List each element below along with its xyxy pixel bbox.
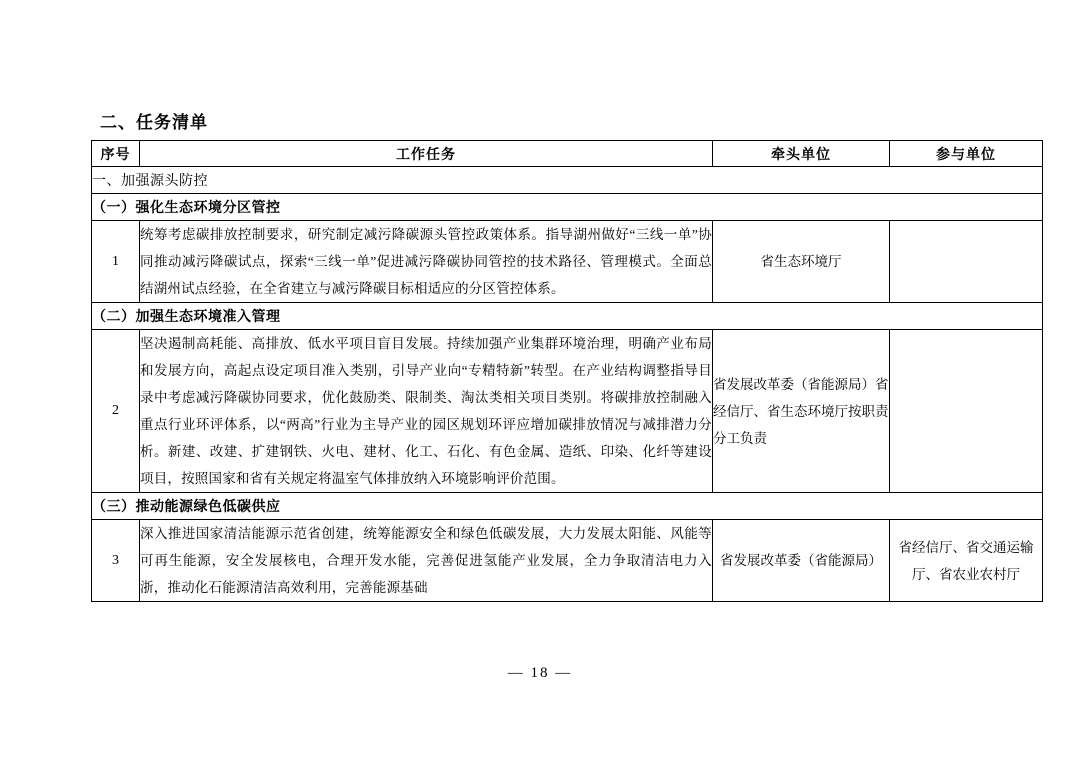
subgroup-label: （二）加强生态环境准入管理 [92, 303, 1043, 330]
subgroup-label: （一）强化生态环境分区管控 [92, 194, 1043, 221]
participating-unit: 省经信厅、省交通运输厅、省农业农村厅 [890, 520, 1043, 602]
table-row [92, 520, 1043, 602]
lead-unit: 省生态环境厅 [713, 221, 890, 303]
row-number: 3 [92, 520, 140, 602]
column-header-lead: 牵头单位 [713, 141, 890, 167]
page-title: 二、任务清单 [100, 113, 208, 132]
column-header-participate: 参与单位 [890, 141, 1043, 167]
column-header-task: 工作任务 [140, 141, 713, 167]
group-label: 一、加强源头防控 [92, 167, 1043, 194]
row-number: 1 [92, 221, 140, 303]
table-row [92, 221, 1043, 303]
task-description: 深入推进国家清洁能源示范省创建，统筹能源安全和绿色低碳发展，大力发展太阳能、风能等可再生能源，安全发展核电，合理开发水能，完善促进氢能产业发展，全力争取清洁电力入浙，推动化石能源清洁高效利用，完善能源基础 [140, 520, 713, 602]
table-row [92, 493, 1043, 520]
task-description: 统筹考虑碳排放控制要求，研究制定减污降碳源头管控政策体系。指导湖州做好“三线一单”协同推动减污降碳试点，探索“三线一单”促进减污降碳协同管控的技术路径、管理模式。全面总结湖州试点经验，在全省建立与减污降碳目标相适应的分区管控体系。 [140, 221, 713, 303]
table-row [92, 303, 1043, 330]
task-description: 坚决遏制高耗能、高排放、低水平项目盲目发展。持续加强产业集群环境治理，明确产业布局和发展方向，高起点设定项目准入类别，引导产业向“专精特新”转型。在产业结构调整指导目录中考虑减污降碳协同要求，优化鼓励类、限制类、淘汰类相关项目类别。将碳排放控制融入重点行业环评体系，以“两高”行业为主导产业的园区规划环评应增加碳排放情况与减排潜力分析。新建、改建、扩建钢铁、火电、建材、化工、石化、有色金属、造纸、印染、化纤等建设项目，按照国家和省有关规定将温室气体排放纳入环境影响评价范围。 [140, 330, 713, 493]
table-row [92, 194, 1043, 221]
page-number: — 18 — [507, 665, 573, 681]
table-row [92, 330, 1043, 493]
subgroup-label: （三）推动能源绿色低碳供应 [92, 493, 1043, 520]
table-header-row [92, 141, 1043, 167]
lead-unit: 省发展改革委（省能源局） [713, 520, 890, 602]
participating-unit [890, 330, 1043, 493]
row-number: 2 [92, 330, 140, 493]
lead-unit: 省发展改革委（省能源局）省经信厅、省生态环境厅按职责分工负责 [713, 330, 890, 493]
participating-unit [890, 221, 1043, 303]
column-header-no: 序号 [92, 141, 140, 167]
task-list-table [91, 140, 1043, 602]
table-row [92, 167, 1043, 194]
